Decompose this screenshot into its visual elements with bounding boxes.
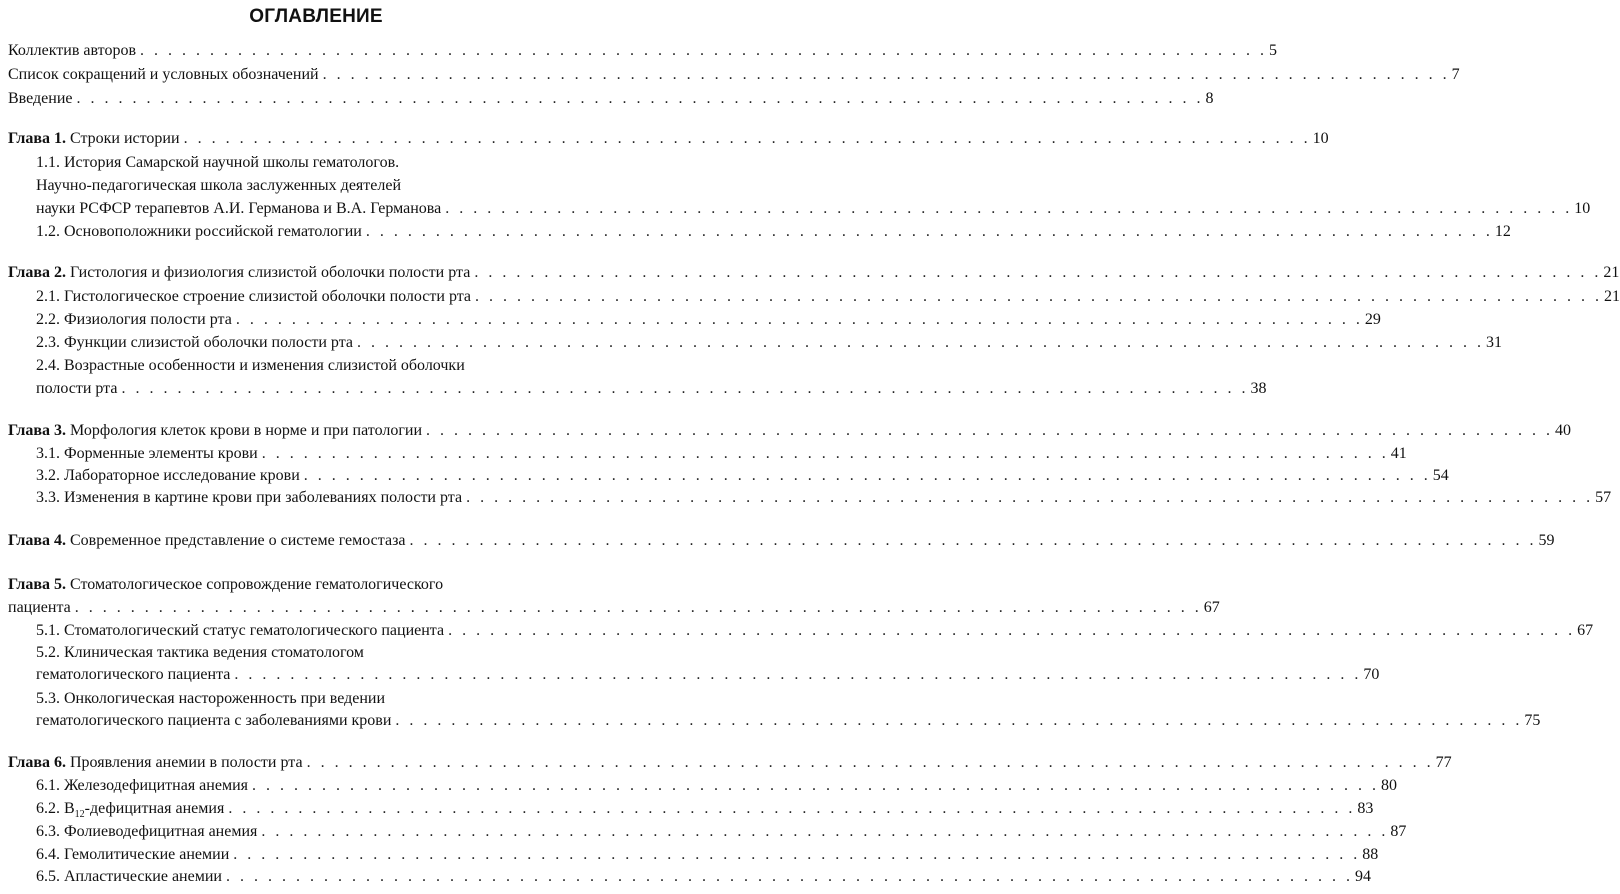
dot-leader: . . . . . . . . . . . . . . . . . . . . . . . . . . . . . . . . . . . . . . . . . . . . . . . . . . . . . . . . . . . . . . . . . . . . . . . . . . . . . . . . . [225,868,1353,885]
toc-section-1-1[interactable] [36,198,1591,220]
toc-page-number: 10 [1574,200,1591,217]
toc-section-6-3[interactable] [36,821,1407,843]
toc-entry-text: Введение [8,90,73,107]
toc-page-number: 83 [1357,800,1374,817]
toc-entry-introduction[interactable] [8,88,1214,110]
toc-page-number: 40 [1555,422,1572,439]
toc-page-number: 41 [1390,445,1407,462]
toc-page-number: 10 [1312,130,1329,147]
dot-leader: . . . . . . . . . . . . . . . . . . . . . . . . . . . . . . . . . . . . . . . . . . . . . . . . . . . . . . . . . . . . . . . . . . . . . . . . . . . . . . . . . [409,532,1537,549]
section-prefix: 6.2. B [36,800,75,817]
toc-page-number: 31 [1486,334,1502,351]
toc-entry-text: полости рта [36,380,118,397]
toc-page-number: 12 [1494,223,1511,240]
toc-section-1-2[interactable] [36,221,1511,243]
toc-section-5-3[interactable] [36,710,1541,732]
chapter-label: Глава 3. [8,422,66,439]
toc-page-number: 70 [1363,666,1380,683]
toc-page-number: 54 [1432,467,1449,484]
toc-page-number: 75 [1524,712,1541,729]
toc-chapter-5-line-1[interactable] [8,574,443,596]
chapter-label: Глава 2. [8,264,66,281]
chapter-title: Проявления анемии в полости рта [70,754,303,771]
toc-entry-text: 5.1. Стоматологический статус гематологического пациента [36,622,445,639]
dot-leader: . . . . . . . . . . . . . . . . . . . . . . . . . . . . . . . . . . . . . . . . . . . . . . . . . . . . . . . . . . . . . . . . . . . . . . . . . . . . . . . . . [448,622,1576,639]
dot-leader: . . . . . . . . . . . . . . . . . . . . . . . . . . . . . . . . . . . . . . . . . . . . . . . . . . . . . . . . . . . . . . . . . . . . . . . . . . . . . . . . . [303,467,1431,484]
chapter-title: Современное представление о системе гемостаза [70,532,406,549]
toc-entry-text: 1.2. Основоположники российской гематологии [36,223,362,240]
toc-section-2-4-line-1[interactable]: 2.4. Возрастные особенности и изменения слизистой оболочки [36,357,465,374]
toc-entry-text: гематологического пациента [36,666,231,683]
toc-entry-abbreviations[interactable] [8,64,1460,86]
dot-leader: . . . . . . . . . . . . . . . . . . . . . . . . . . . . . . . . . . . . . . . . . . . . . . . . . . . . . . . . . . . . . . . . . . . . . . . . . . . . . . . . . [466,489,1594,506]
toc-section-6-5[interactable] [36,866,1371,888]
toc-section-2-1[interactable] [36,286,1620,308]
toc-entry-text: 2.2. Физиология полости рта [36,311,232,328]
toc-entry-text: 6.1. Железодефицитная анемия [36,777,248,794]
toc-entry-text: пациента [8,599,71,616]
toc-section-6-4[interactable] [36,844,1379,866]
dot-leader: . . . . . . . . . . . . . . . . . . . . . . . . . . . . . . . . . . . . . . . . . . . . . . . . . . . . . . . . . . . . . . . . . . . . . . . . . . . . . . . . . [235,311,1363,328]
toc-page-number: 8 [1205,90,1214,107]
toc-chapter-3[interactable] [8,420,1572,442]
toc-entry-text [8,530,406,552]
toc-page-number: 5 [1269,42,1277,59]
dot-leader: . . . . . . . . . . . . . . . . . . . . . . . . . . . . . . . . . . . . . . . . . . . . . . . . . . . . . . . . . . . . . . . . . . . . . . . . . . . . . . . . . [395,712,1523,729]
toc-page-number: 29 [1364,311,1381,328]
dot-leader: . . . . . . . . . . . . . . . . . . . . . . . . . . . . . . . . . . . . . . . . . . . . . . . . . . . . . . . . . . . . . . . . . . . . . . . . . . . . . . . . . [121,380,1249,397]
toc-entry-text: 6.3. Фолиеводефицитная анемия [36,823,258,840]
toc-section-5-2-line-1[interactable]: 5.2. Клиническая тактика ведения стоматологом [36,644,364,661]
toc-entry-text [8,262,470,284]
toc-page-number: 94 [1354,868,1371,885]
toc-page-number: 7 [1451,66,1460,83]
toc-entry-text [8,420,422,442]
dot-leader: . . . . . . . . . . . . . . . . . . . . . . . . . . . . . . . . . . . . . . . . . . . . . . . . . . . . . . . . . . . . . . . . . . . . . . . . . . . . . . . . . [306,754,1434,771]
toc-entry-text [36,798,224,820]
toc-entry-text: гематологического пациента с заболеваниями крови [36,712,392,729]
toc-entry-text: науки РСФСР терапевтов А.И. Германова и В.А. Германова [36,200,442,217]
toc-section-3-3[interactable] [36,487,1612,509]
section-suffix: -дефицитная анемия [84,800,225,817]
toc-chapter-5[interactable] [8,597,1220,619]
chapter-label: Глава 6. [8,754,66,771]
page-title: ОГЛАВЛЕНИЕ [249,6,383,27]
toc-page-number: 67 [1203,599,1220,616]
toc-section-5-3-line-1[interactable]: 5.3. Онкологическая настороженность при ведении [36,690,386,707]
toc-entry-authors[interactable] [8,40,1277,62]
toc-page-number: 80 [1381,777,1397,794]
toc-page-number: 57 [1595,489,1612,506]
toc-page-number: 67 [1577,622,1594,639]
dot-leader: . . . . . . . . . . . . . . . . . . . . . . . . . . . . . . . . . . . . . . . . . . . . . . . . . . . . . . . . . . . . . . . . . . . . . . . . . . . . . . . . . [365,223,1493,240]
toc-entry-text [8,128,180,150]
toc-chapter-4[interactable] [8,530,1555,552]
toc-section-2-3[interactable] [36,332,1502,354]
chapter-title: Морфология клеток крови в норме и при патологии [70,422,423,439]
dot-leader: . . . . . . . . . . . . . . . . . . . . . . . . . . . . . . . . . . . . . . . . . . . . . . . . . . . . . . . . . . . . . . . . . . . . . . . . . . . . . . . . . [474,264,1602,281]
dot-leader: . . . . . . . . . . . . . . . . . . . . . . . . . . . . . . . . . . . . . . . . . . . . . . . . . . . . . . . . . . . . . . . . . . . . . . . . . . . . . . . . . [322,66,1450,83]
chapter-label: Глава 5. [8,576,66,593]
toc-page-number: 38 [1250,380,1267,397]
dot-leader: . . . . . . . . . . . . . . . . . . . . . . . . . . . . . . . . . . . . . . . . . . . . . . . . . . . . . . . . . . . . . . . . . . . . . . . . . . . . . . . . . [76,90,1204,107]
toc-page-number: 88 [1362,846,1379,863]
toc-entry-text: 3.2. Лабораторное исследование крови [36,467,300,484]
toc-section-1-1-line-1[interactable]: 1.1. История Самарской научной школы гематологов. [36,154,400,171]
dot-leader: . . . . . . . . . . . . . . . . . . . . . . . . . . . . . . . . . . . . . . . . . . . . . . . . . . . . . . . . . . . . . . . . . . . . . . . . . . . . . . . . . [357,334,1484,351]
toc-entry-text: 6.5. Апластические анемии [36,868,222,885]
toc-section-5-1[interactable] [36,620,1594,642]
subscript-12: 12 [74,809,85,821]
dot-leader: . . . . . . . . . . . . . . . . . . . . . . . . . . . . . . . . . . . . . . . . . . . . . . . . . . . . . . . . . . . . . . . . . . . . . . . . . . . . . . . . . [261,823,1389,840]
toc-page-number: 21 [1604,288,1620,305]
toc-page-number: 59 [1538,532,1555,549]
toc-section-6-1[interactable] [36,775,1397,797]
toc-section-6-2[interactable] [36,798,1374,821]
dot-leader: . . . . . . . . . . . . . . . . . . . . . . . . . . . . . . . . . . . . . . . . . . . . . . . . . . . . . . . . . . . . . . . . . . . . . . . . . . . . . . . . . [234,666,1362,683]
toc-chapter-6[interactable] [8,752,1452,774]
toc-entry-text: Коллектив авторов [8,42,136,59]
toc-entry-text: 2.3. Функции слизистой оболочки полости рта [36,334,353,351]
dot-leader: . . . . . . . . . . . . . . . . . . . . . . . . . . . . . . . . . . . . . . . . . . . . . . . . . . . . . . . . . . . . . . . . . . . . . . . . . . . . . . . . . [445,200,1573,217]
chapter-label: Глава 4. [8,532,66,549]
toc-section-3-2[interactable] [36,465,1449,487]
toc-page-number: 87 [1390,823,1407,840]
toc-section-5-2[interactable] [36,664,1380,686]
chapter-title: Гистология и физиология слизистой оболочки полости рта [70,264,471,281]
dot-leader: . . . . . . . . . . . . . . . . . . . . . . . . . . . . . . . . . . . . . . . . . . . . . . . . . . . . . . . . . . . . . . . . . . . . . . . . . . . . . . . . . [261,445,1389,462]
toc-section-2-2[interactable] [36,309,1381,331]
toc-chapter-1[interactable] [8,128,1329,150]
toc-chapter-2[interactable] [8,262,1620,284]
toc-entry-text: 2.1. Гистологическое строение слизистой оболочки полости рта [36,288,472,305]
dot-leader: . . . . . . . . . . . . . . . . . . . . . . . . . . . . . . . . . . . . . . . . . . . . . . . . . . . . . . . . . . . . . . . . . . . . . . . . . . . . . . . . . [475,288,1603,305]
toc-section-1-1-line-2[interactable]: Научно-педагогическая школа заслуженных деятелей [36,177,402,194]
toc-entry-text [8,752,303,774]
toc-entry-text: Список сокращений и условных обозначений [8,66,319,83]
chapter-label: Глава 1. [8,130,66,147]
toc-section-3-1[interactable] [36,443,1407,465]
dot-leader: . . . . . . . . . . . . . . . . . . . . . . . . . . . . . . . . . . . . . . . . . . . . . . . . . . . . . . . . . . . . . . . . . . . . . . . . . . . . . . . . . [74,599,1202,616]
toc-page-number: 21 [1603,264,1620,281]
dot-leader: . . . . . . . . . . . . . . . . . . . . . . . . . . . . . . . . . . . . . . . . . . . . . . . . . . . . . . . . . . . . . . . . . . . . . . . . . . . . . . . . . [228,800,1356,817]
dot-leader: . . . . . . . . . . . . . . . . . . . . . . . . . . . . . . . . . . . . . . . . . . . . . . . . . . . . . . . . . . . . . . . . . . . . . . . . . . . . . . . . . [233,846,1361,863]
toc-entry-text: 3.1. Форменные элементы крови [36,445,258,462]
toc-section-2-4[interactable] [36,378,1267,400]
toc-entry-text: 3.3. Изменения в картине крови при заболеваниях полости рта [36,489,463,506]
toc-entry-text: 6.4. Гемолитические анемии [36,846,230,863]
dot-leader: . . . . . . . . . . . . . . . . . . . . . . . . . . . . . . . . . . . . . . . . . . . . . . . . . . . . . . . . . . . . . . . . . . . . . . . . . . . . . . . . . [183,130,1311,147]
chapter-title: Стоматологическое сопровождение гематологического [70,576,444,593]
toc-page-number: 77 [1435,754,1452,771]
dot-leader: . . . . . . . . . . . . . . . . . . . . . . . . . . . . . . . . . . . . . . . . . . . . . . . . . . . . . . . . . . . . . . . . . . . . . . . . . . . . . . . . . [140,42,1267,59]
dot-leader: . . . . . . . . . . . . . . . . . . . . . . . . . . . . . . . . . . . . . . . . . . . . . . . . . . . . . . . . . . . . . . . . . . . . . . . . . . . . . . . . . [252,777,1379,794]
chapter-title: Строки истории [70,130,180,147]
dot-leader: . . . . . . . . . . . . . . . . . . . . . . . . . . . . . . . . . . . . . . . . . . . . . . . . . . . . . . . . . . . . . . . . . . . . . . . . . . . . . . . . . [426,422,1554,439]
